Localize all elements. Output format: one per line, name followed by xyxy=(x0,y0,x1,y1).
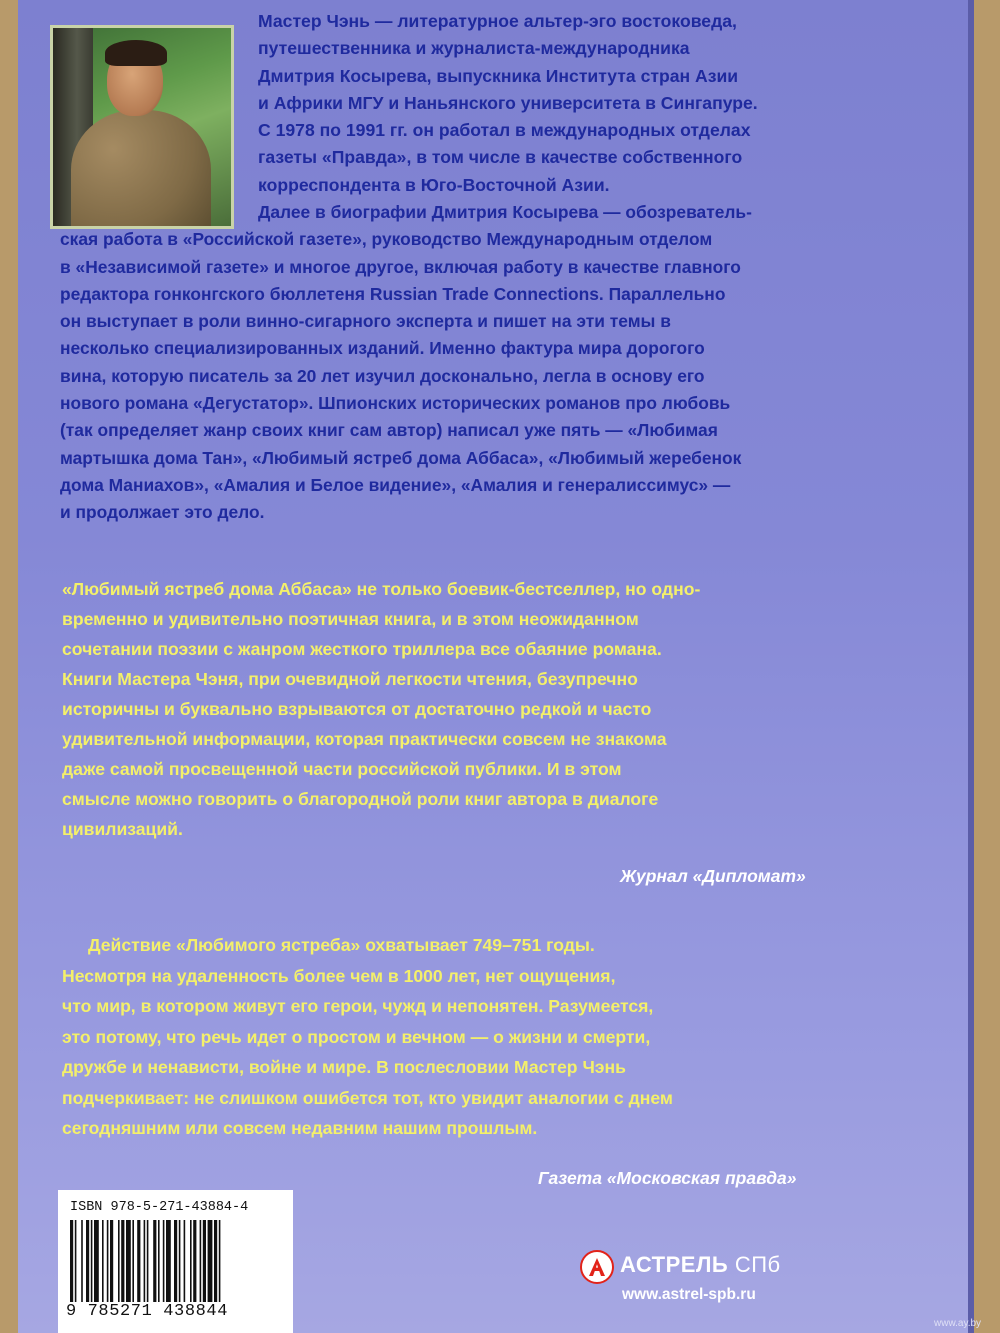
review-line: что мир, в котором живут его герои, чужд и непонятен. Разумеется, xyxy=(62,996,654,1016)
barcode-bar xyxy=(208,1220,213,1302)
barcode-label xyxy=(58,1190,293,1333)
review-line: удивительной информации, которая практически совсем не знакома xyxy=(62,729,667,749)
review-line: даже самой просвещенной части российской публики. И в этом xyxy=(62,759,622,779)
barcode-bar xyxy=(86,1220,89,1302)
barcode-bar xyxy=(190,1220,192,1302)
review-line: это потому, что речь идет о простом и вечном — о жизни и смерти, xyxy=(62,1026,651,1047)
bio-line: Мастер Чэнь — литературное альтер-эго востоковеда, xyxy=(258,11,737,31)
bio-line: мартышка дома Тан», «Любимый ястреб дома Аббаса», «Любимый жеребенок xyxy=(60,447,742,468)
bio-line: газеты «Правда», в том числе в качестве собственного xyxy=(258,147,743,168)
barcode-bar xyxy=(132,1220,134,1302)
publisher-name-main: АСТРЕЛЬ xyxy=(620,1252,729,1277)
barcode-bar xyxy=(200,1220,202,1302)
review-line: Действие «Любимого ястреба» охватывает 749–751 годы. xyxy=(88,935,595,955)
barcode-bars xyxy=(70,1220,282,1302)
review-line: Книги Мастера Чэня, при очевидной легкости чтения, безупречно xyxy=(62,669,638,689)
bio-line: Дмитрия Косырева, выпускника Института стран Азии xyxy=(258,65,739,86)
bio-line: (так определяет жанр своих книг сам автор) написал уже пять — «Любимая xyxy=(60,420,718,441)
bio-line: путешественника и журналиста-международника xyxy=(258,38,690,59)
bio-line: в «Независимой газете» и многое другое, включая работу в качестве главного xyxy=(60,256,741,277)
bio-line: Далее в биографии Дмитрия Косырева — обозреватель- xyxy=(258,202,752,222)
barcode-bar xyxy=(107,1220,109,1302)
review-line: подчеркивает: не слишком ошибется тот, кто увидит аналогии с днем xyxy=(62,1087,673,1108)
publisher-name xyxy=(620,1252,781,1278)
barcode-bar xyxy=(110,1220,113,1302)
barcode-bar xyxy=(91,1220,93,1302)
barcode-bar xyxy=(75,1220,77,1302)
bio-line: он выступает в роли винно-сигарного эксперта и пишет на эти темы в xyxy=(60,311,671,332)
bio-text-bottom xyxy=(60,199,910,527)
review-line: временно и удивительно поэтичная книга, и в этом неожиданном xyxy=(62,609,639,629)
barcode-bar xyxy=(81,1220,83,1302)
barcode-bar xyxy=(203,1220,206,1302)
review-line: дружбе и ненависти, войне и мире. В послесловии Мастер Чэнь xyxy=(62,1057,626,1077)
review-moskovskaya-pravda xyxy=(62,930,867,1144)
barcode-bar xyxy=(179,1220,181,1302)
barcode-bar xyxy=(144,1220,146,1302)
barcode-bar xyxy=(174,1220,177,1302)
barcode-bar xyxy=(147,1220,149,1302)
bio-line: нового романа «Дегустатор». Шпионских исторических романов про любовь xyxy=(60,393,731,414)
barcode-bar xyxy=(158,1220,160,1302)
bio-line: и Африки МГУ и Наньянского университета в Сингапуре. xyxy=(258,92,758,113)
site-watermark: www.ay.by xyxy=(934,1318,982,1329)
review-line: Несмотря на удаленность более чем в 1000 лет, нет ощущения, xyxy=(62,965,616,986)
barcode-bar xyxy=(153,1220,156,1302)
review-line: смысле можно говорить о благородной роли книг автора в диалоге xyxy=(62,789,659,809)
review-line: историчны и буквально взрываются от достаточно редкой и часто xyxy=(62,699,652,719)
bio-line: дома Маниахов», «Амалия и Белое видение», «Амалия и генералиссимус» — xyxy=(60,474,731,495)
review-diplomat xyxy=(62,574,917,844)
publisher-logo xyxy=(580,1250,840,1280)
review-source-moskovskaya-pravda: Газета «Московская правда» xyxy=(538,1168,797,1188)
bio-line: ская работа в «Российской газете», руководство Международным отделом xyxy=(60,229,713,250)
barcode-bar xyxy=(184,1220,186,1302)
barcode-bar xyxy=(163,1220,165,1302)
bio-line: и продолжает это дело. xyxy=(60,502,265,523)
photo-author-hair xyxy=(105,40,167,66)
review-source-diplomat: Журнал «Дипломат» xyxy=(620,866,806,886)
barcode-bar xyxy=(94,1220,99,1302)
barcode-bar xyxy=(219,1220,221,1302)
isbn-number: ISBN 978-5-271-43884-4 xyxy=(70,1200,249,1215)
barcode-bar xyxy=(126,1220,131,1302)
astrel-a-icon xyxy=(580,1250,614,1284)
bio-line: корреспондента в Юго-Восточной Азии. xyxy=(258,174,610,195)
bio-line: вина, которую писатель за 20 лет изучил досконально, легла в основу его xyxy=(60,365,705,386)
review-line: «Любимый ястреб дома Аббаса» не только боевик-бестселлер, но одно- xyxy=(62,579,701,599)
barcode-bar xyxy=(137,1220,140,1302)
bio-line: несколько специализированных изданий. Именно фактура мира дорогого xyxy=(60,338,705,359)
bio-text-top xyxy=(258,8,910,199)
barcode-bar xyxy=(121,1220,124,1302)
barcode-bar xyxy=(118,1220,120,1302)
publisher-url: www.astrel-spb.ru xyxy=(622,1286,756,1303)
publisher-name-suffix: СПб xyxy=(734,1252,781,1277)
barcode-bar xyxy=(166,1220,171,1302)
review-line: сочетании поэзии с жанром жесткого триллера все обаяние романа. xyxy=(62,639,662,659)
bio-line: С 1978 по 1991 гг. он работал в международных отделах xyxy=(258,120,751,141)
barcode-bar xyxy=(214,1220,217,1302)
review-line: сегодняшним или совсем недавним нашим прошлым. xyxy=(62,1118,538,1138)
barcode-bar xyxy=(193,1220,196,1302)
barcode-bar xyxy=(102,1220,104,1302)
barcode-digits: 9 785271 438844 xyxy=(66,1302,229,1321)
bio-line: редактора гонконгского бюллетеня Russian Trade Connections. Параллельно xyxy=(60,283,726,304)
barcode-bar xyxy=(70,1220,73,1302)
review-line: цивилизаций. xyxy=(62,819,183,839)
